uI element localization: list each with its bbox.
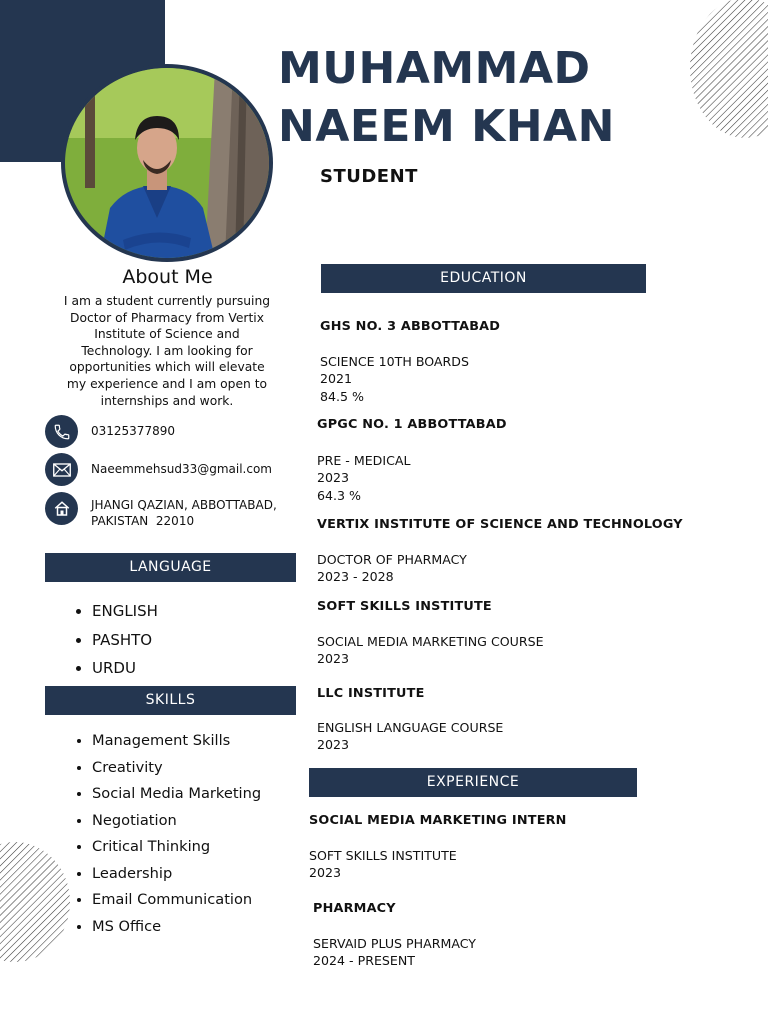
language-heading: LANGUAGE bbox=[45, 553, 296, 582]
about-heading: About Me bbox=[122, 266, 213, 288]
entry-year: 2023 bbox=[309, 865, 342, 881]
hatched-circle-bottom-left bbox=[0, 842, 70, 962]
list-item: • Social Media Marketing bbox=[92, 781, 261, 808]
entry-detail: DOCTOR OF PHARMACY bbox=[317, 552, 467, 567]
list-item: • Management Skills bbox=[92, 728, 261, 755]
home-icon bbox=[45, 492, 78, 525]
education-entry-title: GHS NO. 3 ABBOTTABAD bbox=[320, 319, 501, 334]
hatched-circle-top-right bbox=[690, 0, 768, 138]
education-entry bbox=[317, 452, 411, 504]
list-item: • Critical Thinking bbox=[92, 834, 261, 861]
entry-detail: SERVAID PLUS PHARMACY bbox=[313, 936, 477, 951]
experience-entry-title: PHARMACY bbox=[313, 901, 396, 916]
list-item: • PASHTO bbox=[92, 626, 158, 655]
entry-year: 2024 - PRESENT bbox=[313, 953, 415, 969]
skills-heading: SKILLS bbox=[45, 686, 296, 715]
address-line-1: JHANGI QAZIAN, ABBOTTABAD, bbox=[91, 498, 277, 512]
name-line-2: NAEEM KHAN bbox=[278, 101, 615, 152]
list-item: • ENGLISH bbox=[92, 597, 158, 626]
phone-icon bbox=[45, 415, 78, 448]
experience-heading: EXPERIENCE bbox=[309, 768, 637, 797]
entry-detail: ENGLISH LANGUAGE COURSE bbox=[317, 720, 504, 735]
experience-entry-title: SOCIAL MEDIA MARKETING INTERN bbox=[309, 813, 567, 828]
list-item: • Leadership bbox=[92, 861, 261, 888]
list-item: • Creativity bbox=[92, 755, 261, 782]
entry-detail: SCIENCE 10TH BOARDS bbox=[320, 354, 469, 369]
education-entry-title: VERTIX INSTITUTE OF SCIENCE AND TECHNOLOGY bbox=[317, 517, 683, 532]
entry-year: 2023 bbox=[317, 651, 350, 667]
envelope-icon bbox=[45, 453, 78, 486]
education-entry-title: GPGC NO. 1 ABBOTTABAD bbox=[317, 417, 507, 432]
experience-entry bbox=[309, 847, 457, 882]
entry-year: 2021 bbox=[320, 371, 353, 387]
address-line-2: PAKISTAN 22010 bbox=[91, 514, 195, 528]
list-item: • Email Communication bbox=[92, 887, 261, 914]
skills-list bbox=[72, 728, 261, 940]
phone-number: 03125377890 bbox=[91, 424, 175, 438]
about-paragraph: I am a student currently pursuing Doctor of Pharmacy from Vertix Institute of Science and Technology. I am looking for opportunities which will elevate my experience and I am open to internships and work. bbox=[63, 294, 271, 408]
entry-score: 64.3 % bbox=[317, 487, 362, 503]
experience-entry bbox=[313, 935, 476, 970]
education-entry bbox=[317, 551, 467, 586]
entry-year: 2023 bbox=[317, 737, 350, 753]
entry-detail: SOCIAL MEDIA MARKETING COURSE bbox=[317, 634, 544, 649]
education-entry-title: LLC INSTITUTE bbox=[317, 686, 425, 701]
education-entry bbox=[317, 719, 503, 754]
entry-detail: PRE - MEDICAL bbox=[317, 453, 411, 468]
full-name bbox=[278, 40, 615, 156]
profile-photo bbox=[65, 68, 269, 258]
list-item: • MS Office bbox=[92, 914, 261, 941]
education-entry bbox=[317, 633, 544, 668]
email-address: Naeemmehsud33@gmail.com bbox=[91, 462, 272, 476]
education-entry bbox=[320, 353, 469, 405]
job-title: STUDENT bbox=[320, 166, 418, 187]
address bbox=[91, 497, 277, 529]
name-line-1: MUHAMMAD bbox=[278, 43, 591, 94]
entry-detail: SOFT SKILLS INSTITUTE bbox=[309, 848, 457, 863]
entry-score: 84.5 % bbox=[320, 388, 365, 404]
entry-year: 2023 - 2028 bbox=[317, 569, 394, 585]
education-entry-title: SOFT SKILLS INSTITUTE bbox=[317, 599, 492, 614]
language-list bbox=[72, 597, 158, 683]
list-item: • URDU bbox=[92, 654, 158, 683]
list-item: • Negotiation bbox=[92, 808, 261, 835]
education-heading: EDUCATION bbox=[321, 264, 646, 293]
entry-year: 2023 bbox=[317, 470, 350, 486]
